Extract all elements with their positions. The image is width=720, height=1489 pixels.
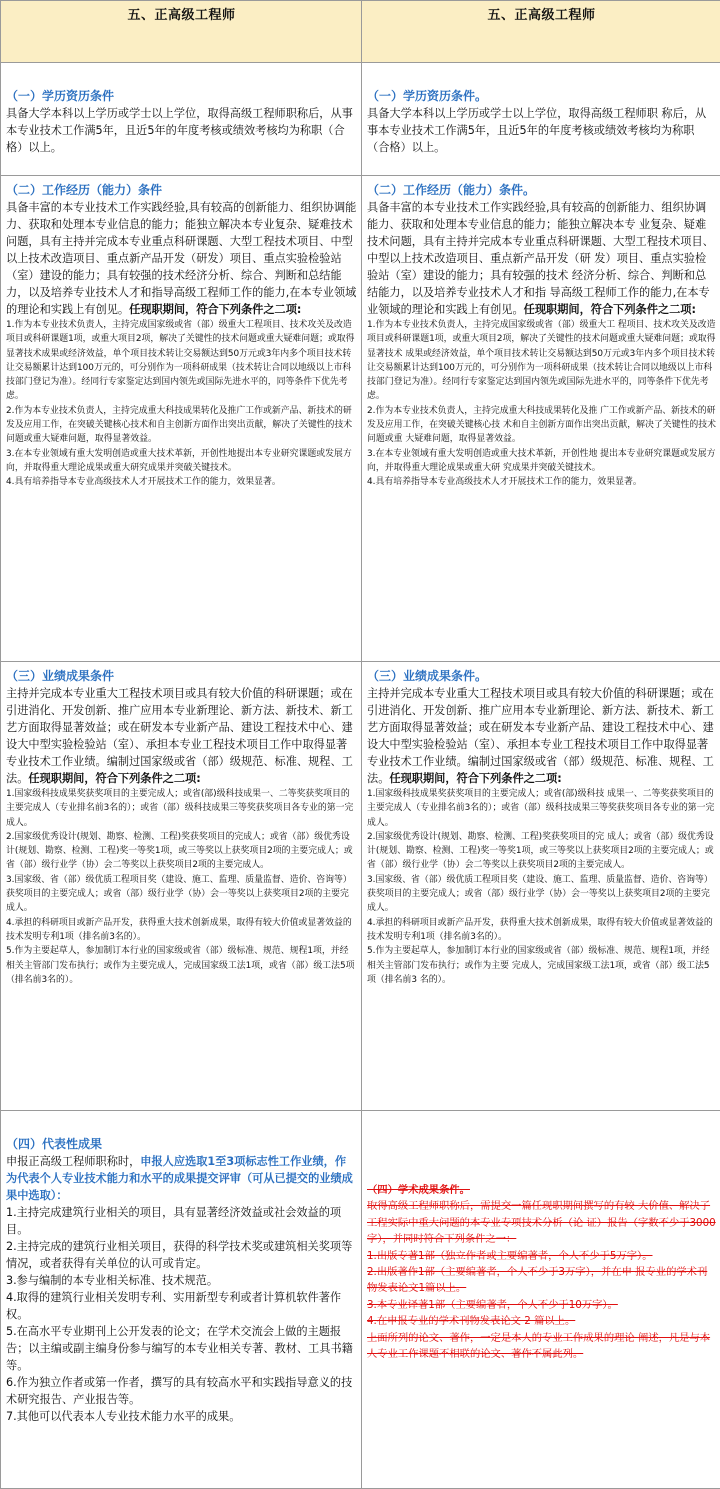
list-item: 4.取得的建筑行业相关发明专利、实用新型专利或者计算机软件著作权。	[6, 1289, 357, 1323]
section-heading: （三）业绩成果条件	[6, 668, 357, 685]
section-text: 取得高级工程师职称后，需提交一篇任现职期间撰写的有较 大价值、解决了工程实际中重大问题的本专业专项技术分析（论 证）报告（字数不少于3000字），并同时符合下列条件之一：	[367, 1198, 716, 1247]
section-text: 申报正高级工程师职称时，申报人应选取1至3项标志性工作业绩，作为代表个人专业技术能力和水平的成果提交评审（可从已提交的业绩成果中选取）：	[6, 1153, 357, 1204]
list-item: 2.国家级优秀设计(规划、勘察、检测、工程)奖获奖项目的完 成人；或省（部）级优秀设计(规划、勘察、检测、工程)奖一等奖1项，或三等奖以上获奖项目2项的主要完成人；或省（部）级行业学（协）会二等奖以上获奖项目2项的主要完成人。	[367, 830, 716, 873]
header-left: 五、正高级工程师	[1, 1, 362, 63]
list-item: 3.在本专业领域有重大发明创造或重大技术革新，开创性地 提出本专业研究课题或发展方向，并取得重大理论成果或重大研 究成果并突破关键技术。	[367, 447, 716, 476]
cell-achievements-left	[1, 662, 362, 1111]
cell-achievements-right	[362, 662, 720, 1111]
list-item: 3.国家级、省（部）级优质工程项目奖（建设、施工、监理、质量监督、造价、咨询等）获奖项目的主要完成人；或省（部）级行业学（协）会一等奖以上获奖项目2项的主要完成人。	[367, 873, 716, 916]
list-item: 1.国家级科技成果奖获奖项目的主要完成人；或省(部)级科技 成果一、二等奖获奖项目的主要完成人（专业排名前3名的）；或省（部）级科技成果三等奖获奖项目各专业的第一完成人。	[367, 787, 716, 830]
cell-education-left	[1, 63, 362, 176]
list-item: 5.作为主要起草人，参加制订本行业的国家级或省（部）级标准、规范、规程1项，并经相关主管部门发布执行；或作为主要 完成人，完成国家级工法1项，或省（部）级工法5项（排名前3 名的）。	[367, 944, 716, 987]
section-heading: （二）工作经历（能力）条件	[6, 182, 357, 199]
section-heading: （一）学历资历条件	[6, 88, 357, 105]
list-item: 4.在申报专业的学术刊物发表论文 2 篇以上。	[367, 1313, 716, 1329]
cell-experience-left	[1, 176, 362, 662]
row-achievements	[1, 662, 720, 1111]
list-item: 7.其他可以代表本人专业技术能力水平的成果。	[6, 1408, 357, 1425]
section-heading: （一）学历资历条件。	[367, 88, 716, 105]
row-experience	[1, 176, 720, 662]
cell-representative-left	[1, 1111, 362, 1489]
list-item: 2.作为本专业技术负责人，主持完成重大科技成果转化及推 广工作或新产品、新技术的研发及应用工作，在突破关键核心技 术和自主创新方面作出突出贡献，解决了关键性的技术问题或重 大疑难问题，取得显著效益。	[367, 404, 716, 447]
list-item: 1.主持完成建筑行业相关的项目，具有显著经济效益或社会效益的项目。	[6, 1204, 357, 1238]
list-item: 1.作为本专业技术负责人，主持完成国家级或省（部）级重大工 程项目、技术攻关及改造项目或科研课题1项，或重大项目2项，解决了关键性的技术问题或重大疑难问题；或取得显著技术 成果或经济效益，单个项目技术转让交易额达到50万元或3年内多个项目技术转让交易额累计达到100万元的，可分别作为一项科研成果（技术转让合同以地级以上市科技部门登记为准）。经同行专家鉴定达到国内领先或国际先进水平的，同等条件下优先考虑。	[367, 318, 716, 404]
section-heading: （三）业绩成果条件。	[367, 668, 716, 685]
row-education	[1, 63, 720, 176]
list-item: 上面所列的论文、著作，一定是本人的专业工作成果的理论 阐述，凡是与本人专业工作课题不相联的论文、著作不属此列。	[367, 1330, 716, 1363]
section-heading: （四）学术成果条件。	[367, 1182, 716, 1198]
list-item: 4.承担的科研项目或新产品开发，获得重大技术创新成果，取得有较大价值或显著效益的技术发明专利1项（排名前3名的）。	[367, 916, 716, 945]
list-item: 1.出版专著1部（独立作者或主要编著者，个人不少于5万字）。	[367, 1248, 716, 1264]
list-item: 2.国家级优秀设计(规划、勘察、检测、工程)奖获奖项目的完成人；或省（部）级优秀设计(规划、勘察、检测、工程)奖一等奖1项，或三等奖以上获奖项目2项的主要完成人；或省（部）级行业学（协）会二等奖以上获奖项目2项的主要完成人。	[6, 830, 357, 873]
section-text: 主持并完成本专业重大工程技术项目或具有较大价值的科研课题；或在引进消化、开发创新、推广应用本专业新理论、新方法、新技术、新工艺方面取得显著效益；或在研发本专业新产品、建设工程技术中心、建设大中型实验检验站（室）、承担本专业工程技术项目工作中取得显著专业技术工作业绩。编制过国家级或省（部）级规范、标准、规程、工法。任现职期间，符合下列条件之二项:	[367, 685, 716, 787]
header-row	[1, 1, 720, 63]
cell-representative-right	[362, 1111, 720, 1489]
section-text: 具备大学本科以上学历或学士以上学位，取得高级工程师职 称后，从事本专业技术工作满5年，且近5年的年度考核或绩效考核均为称职（合格）以上。	[367, 105, 716, 156]
list-item: 3.国家级、省（部）级优质工程项目奖（建设、施工、监理、质量监督、造价、咨询等）获奖项目的主要完成人；或省（部）级行业学（协）会一等奖以上获奖项目2项的主要完成人。	[6, 873, 357, 916]
list-item: 2.主持完成的建筑行业相关项目，获得的科学技术奖或建筑相关奖项等情况，或者获得有关单位的认可或肯定。	[6, 1238, 357, 1272]
list-item: 3.在本专业领域有重大发明创造或重大技术革新，开创性地提出本专业研究课题或发展方向，并取得重大理论成果或重大研究成果并突破关键技术。	[6, 447, 357, 476]
list-item: 1.国家级科技成果奖获奖项目的主要完成人；或省(部)级科技成果一、二等奖获奖项目的主要完成人（专业排名前3名的）；或省（部）级科技成果三等奖获奖项目各专业的第一完成人。	[6, 787, 357, 830]
list-item: 1.作为本专业技术负责人，主持完成国家级或省（部）级重大工程项目、技术攻关及改造项目或科研课题1项，或重大项目2项，解决了关键性的技术问题或重大疑难问题；或取得显著技术成果或经济效益，单个项目技术转让交易额达到50万元或3年内多个项目技术转让交易额累计达到100万元的，可分别作为一项科研成果（技术转让合同以地级以上市科技部门登记为准）。经同行专家鉴定达到国内领先或国际先进水平的，同等条件下优先考虑。	[6, 318, 357, 404]
list-item: 6.作为独立作者或第一作者，撰写的具有较高水平和实践指导意义的技术研究报告、产业报告等。	[6, 1374, 357, 1408]
cell-education-right	[362, 63, 720, 176]
section-text: 主持并完成本专业重大工程技术项目或具有较大价值的科研课题；或在引进消化、开发创新、推广应用本专业新理论、新方法、新技术、新工艺方面取得显著效益；或在研发本专业新产品、建设工程技术中心、建设大中型实验检验站（室）、承担本专业工程技术项目工作中取得显著专业技术工作业绩。编制过国家级或省（部）级规范、标准、规程、工法。任现职期间，符合下列条件之二项:	[6, 685, 357, 787]
row-representative	[1, 1111, 720, 1489]
section-text: 具备丰富的本专业技术工作实践经验,具有较高的创新能力、组织协调能力、获取和处理本专业信息的能力；能独立解决本专业复杂、疑难技术问题，具有主持并完成本专业重点科研课题、大型工程技术项目、中型以上技术改造项目、重点新产品开发（研发）项目、重点实验检验站（室）建设的能力；具有较强的技术经济分析、综合、判断和总结能力，以及培养专业技术人才和指导高级工程师工作的能力,在本专业领域的理论和实践上有创见。任现职期间，符合下列条件之二项:	[6, 199, 357, 318]
section-text: 具备大学本科以上学历或学士以上学位，取得高级工程师职称后，从事本专业技术工作满5年，且近5年的年度考核或绩效考核均为称职（合格）以上。	[6, 105, 357, 156]
deleted-section	[367, 1182, 716, 1362]
list-item: 2.出版著作1部（主要编著者，个人不少于3万字），并在申 报专业的学术刊物发表论文1篇以上。	[367, 1264, 716, 1297]
list-item: 5.在高水平专业期刊上公开发表的论文；在学术交流会上做的主题报告；以主编或副主编身份参与编写的本专业相关专著、教材、工具书籍等。	[6, 1323, 357, 1374]
list-item: 3.本专业译著1部（主要编著者，个人不少于10万字）。	[367, 1297, 716, 1313]
list-item: 4.具有培养指导本专业高级技术人才开展技术工作的能力，效果显著。	[367, 475, 716, 489]
list-item: 4.承担的科研项目或新产品开发，获得重大技术创新成果，取得有较大价值或显著效益的技术发明专利1项（排名前3名的）。	[6, 916, 357, 945]
cell-experience-right	[362, 176, 720, 662]
list-item: 3.参与编制的本专业相关标准、技术规范。	[6, 1272, 357, 1289]
list-item: 2.作为本专业技术负责人，主持完成重大科技成果转化及推广工作或新产品、新技术的研发及应用工作，在突破关键核心技术和自主创新方面作出突出贡献，解决了关键性的技术问题或重大疑难问题，取得显著效益。	[6, 404, 357, 447]
section-heading: （四）代表性成果	[6, 1136, 357, 1153]
section-heading: （二）工作经历（能力）条件。	[367, 182, 716, 199]
list-item: 4.具有培养指导本专业高级技术人才开展技术工作的能力，效果显著。	[6, 475, 357, 489]
header-right: 五、正高级工程师	[362, 1, 720, 63]
section-text: 具备丰富的本专业技术工作实践经验,具有较高的创新能力、组织协调能力、获取和处理本专业信息的能力；能独立解决本专 业复杂、疑难技术问题，具有主持并完成本专业重点科研课题、大型工程技术项目、中型以上技术改造项目、重点新产品开发（研 发）项目、重点实验检验站（室）建设的能力；具有较强的技术 经济分析、综合、判断和总结能力，以及培养专业技术人才和指 导高级工程师工作的能力,在本专业领域的理论和实践上有创见。任现职期间，符合下列条件之二项:	[367, 199, 716, 318]
list-item: 5.作为主要起草人，参加制订本行业的国家级或省（部）级标准、规范、规程1项，并经相关主管部门发布执行；或作为主要完成人，完成国家级工法1项，或省（部）级工法5项（排名前3名的）。	[6, 944, 357, 987]
